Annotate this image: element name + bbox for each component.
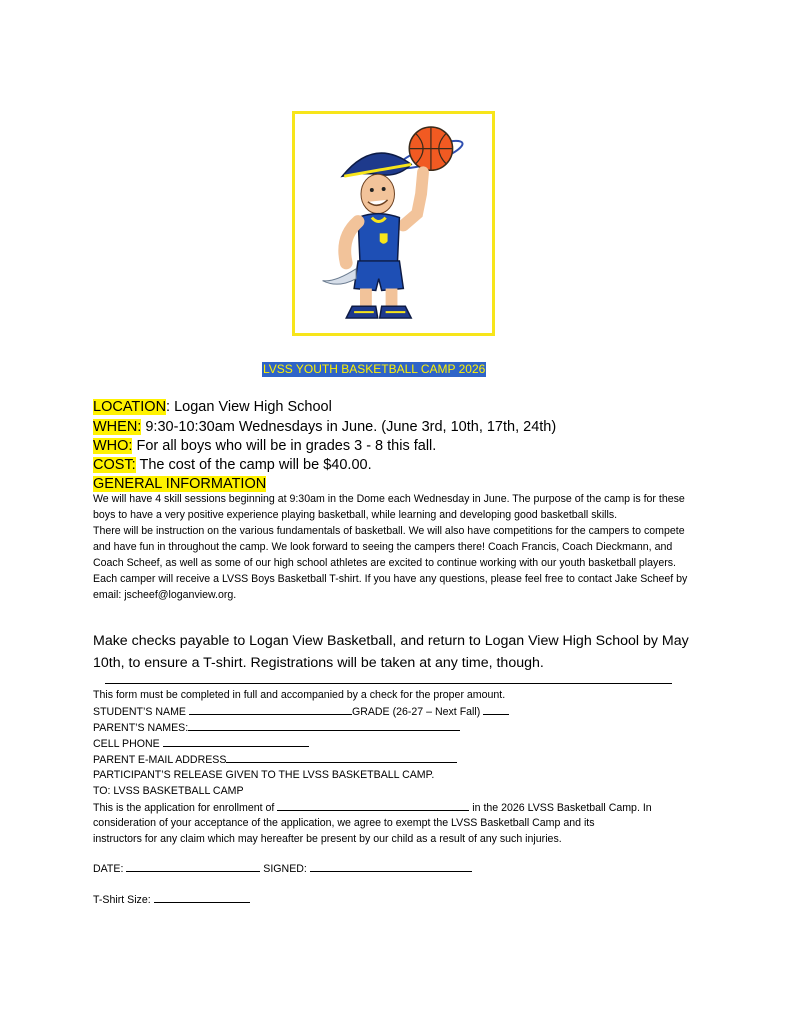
location-label: LOCATION xyxy=(93,399,167,415)
consideration-line-2: instructors for any claim which may hereafter be present by our child as a result of any such injuries. xyxy=(93,833,562,845)
basketball-mascot-icon xyxy=(295,114,492,333)
who-value: For all boys who will be in grades 3 - 8 this fall. xyxy=(132,438,437,454)
tshirt-size-label: T-Shirt Size: xyxy=(93,894,154,906)
signature-field[interactable] xyxy=(310,860,472,872)
cost-line xyxy=(93,456,372,474)
signed-label: SIGNED: xyxy=(260,863,310,875)
grade-field[interactable] xyxy=(483,703,509,715)
enrollment-row xyxy=(93,799,652,816)
location-line xyxy=(93,398,332,416)
general-paragraph-2: There will be instruction on the various fundamentals of basketball. We will also have competitions for the campers to compete and have fun in throughout the camp. We look forward to seeing the campers there! Coach Francis, Coach Dieckmann, and Coach Scheef, as well as some of our high school athletes are excited to continue working with our youth basketball players. Each camper will receive a LVSS Boys Basketball T-shirt. If you have any questions, please feel free to contact Jake Scheef by email: jscheef@loganview.org. xyxy=(93,525,688,601)
consideration-line-1: consideration of your acceptance of the application, we agree to exempt the LVSS Basketball Camp and its xyxy=(93,817,595,829)
cost-label: COST: xyxy=(93,457,136,473)
cell-row xyxy=(93,735,309,752)
cell-phone-label: CELL PHONE xyxy=(93,738,163,750)
student-name-label: STUDENT’S NAME xyxy=(93,706,189,718)
grade-label: GRADE (26-27 – Next Fall) xyxy=(351,706,484,718)
email-row xyxy=(93,751,457,768)
date-label: DATE: xyxy=(93,863,127,875)
when-line xyxy=(93,418,556,436)
parents-names-label: PARENT’S NAMES: xyxy=(93,722,189,734)
who-label: WHO: xyxy=(93,438,133,454)
when-label: WHEN: xyxy=(93,419,142,435)
checks-payable-note: Make checks payable to Logan View Basketball, and return to Logan View High School by May 10th, to ensure a T-shirt. Registrations will be taken at any time, though. xyxy=(93,633,689,671)
parents-row xyxy=(93,719,460,736)
cost-value: The cost of the camp will be $40.00. xyxy=(135,457,372,473)
enrollment-prefix: This is the application for enrollment of xyxy=(93,802,278,814)
student-name-field[interactable] xyxy=(189,703,352,715)
date-field[interactable] xyxy=(126,860,260,872)
parent-email-field[interactable] xyxy=(226,751,457,763)
general-paragraph-1: We will have 4 skill sessions beginning at 9:30am in the Dome each Wednesday in June. The purpose of the camp is for these boys to have a very positive experience playing basketball, while learning and developing good basketball skills. xyxy=(93,493,685,521)
general-info-heading: GENERAL INFORMATION xyxy=(93,476,267,492)
tshirt-row xyxy=(93,891,250,908)
when-value: 9:30-10:30am Wednesdays in June. (June 3rd, 10th, 17th, 24th) xyxy=(141,419,557,435)
to-line: TO: LVSS BASKETBALL CAMP xyxy=(93,785,244,797)
divider-line xyxy=(105,683,672,684)
cell-phone-field[interactable] xyxy=(163,735,309,747)
who-line xyxy=(93,437,436,455)
general-info-body xyxy=(93,491,703,603)
logo-frame xyxy=(292,111,495,336)
camp-title: LVSS YOUTH BASKETBALL CAMP 2026 xyxy=(263,362,486,376)
parents-names-field[interactable] xyxy=(188,719,460,731)
enrollment-suffix: in the 2026 LVSS Basketball Camp. In xyxy=(469,802,652,814)
date-signed-row xyxy=(93,860,472,877)
location-value: : Logan View High School xyxy=(166,399,332,415)
form-intro: This form must be completed in full and accompanied by a check for the proper amount. xyxy=(93,689,506,701)
parent-email-label: PARENT E-MAIL ADDRESS xyxy=(93,754,227,766)
release-line: PARTICIPANT’S RELEASE GIVEN TO THE LVSS BASKETBALL CAMP. xyxy=(93,769,435,781)
student-row xyxy=(93,703,509,720)
camper-name-field[interactable] xyxy=(277,799,469,811)
tshirt-size-field[interactable] xyxy=(154,891,250,903)
